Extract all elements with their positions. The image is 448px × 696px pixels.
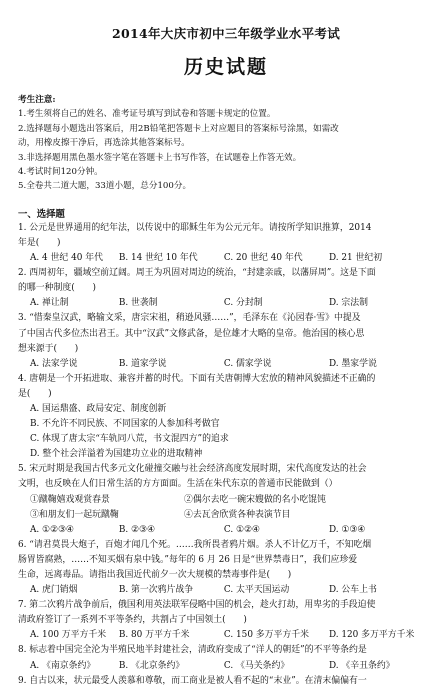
note-line: 1.考生须将自己的姓名、准考证号填写到试卷和答题卡规定的位置。 bbox=[18, 109, 276, 120]
question-2 bbox=[18, 266, 434, 311]
question-text: 8. 标志着中国完全沦为半殖民地半封建社会，清政府变成了“洋人的朝廷”的不平等条约是 bbox=[18, 645, 367, 656]
option-c[interactable]: C. 20 世纪 40 年代 bbox=[223, 253, 303, 264]
option-a[interactable]: A. 国运鼎盛、政局安定、制度创新 bbox=[30, 403, 167, 414]
question-text: 想来源于( ) bbox=[18, 343, 79, 354]
option-c[interactable]: C. 150 多万平方千米 bbox=[223, 630, 310, 641]
options-row bbox=[18, 251, 434, 266]
question-text: 年是( ) bbox=[18, 237, 61, 248]
option-c[interactable]: C. 体现了唐太宗“车轨同八荒，书文混四方”的追求 bbox=[30, 434, 229, 445]
options-row bbox=[18, 357, 434, 372]
option-b[interactable]: B. ②③④ bbox=[118, 524, 155, 535]
note-line: 动，用橡皮擦干净后，再选涂其他答案标号。 bbox=[18, 138, 190, 149]
option-b[interactable]: B. 80 万平方千米 bbox=[118, 630, 190, 641]
option-d[interactable]: D. 整个社会洋溢着为国建功立业的进取精神 bbox=[30, 449, 203, 460]
exam-page bbox=[0, 24, 448, 696]
question-text: 1. 公元是世界通用的纪年法，以传说中的耶稣生年为公元元年。请按所学知识推算，2014 bbox=[18, 222, 372, 233]
option-d[interactable]: D. ①③④ bbox=[328, 524, 366, 535]
question-8 bbox=[18, 643, 434, 673]
question-text: 4. 唐朝是一个开拓进取、兼容并蓄的时代。下面有关唐朝博大宏放的精神风貌描述不正确的 bbox=[18, 373, 376, 384]
question-text: 文明，也反映在人们日常生活的方方面面。生活在朱代东京的普通市民能做到（） bbox=[18, 479, 338, 490]
question-text: 是( ) bbox=[18, 388, 52, 399]
option-b[interactable]: B. 世袭制 bbox=[118, 298, 158, 309]
item-3: ③和朋友们一起玩蹴鞠 bbox=[30, 509, 119, 520]
question-text: 6. “请君莫畏大炮子，百炮才闻几个死。……我所畏者鸦片烟。杀人不计亿万千，不知吃烟 bbox=[18, 539, 372, 550]
question-4 bbox=[18, 372, 434, 463]
options-row bbox=[18, 628, 434, 643]
option-b[interactable]: B. 不允许不同民族、不同国家的人参加科考做官 bbox=[30, 419, 220, 430]
question-text: 9. 自古以来，状元最受人羡慕和尊敬，而工商业是被人看不起的“末业”。在清末偏偏有一 bbox=[18, 675, 367, 686]
question-text: 肠胃皆腐熟，……不知买烟有泉中钱。”每年的 6 月 26 日是“世界禁毒日”，我们应珍爱 bbox=[18, 554, 358, 565]
question-text: 生命，远离毒品。请指出我国近代前夕一次大规模的禁毒事件是( ) bbox=[18, 570, 292, 580]
question-text: 清政府签订了一系列不平等条约，共割占了中国领土( ) bbox=[18, 615, 247, 626]
option-b[interactable]: B. 《北京条约》 bbox=[118, 660, 185, 671]
question-text: 2. 西周初年，疆域空前辽阔。周王为巩固对周边的统治，“封建亲戚，以藩屏周”。这是下面 bbox=[18, 268, 376, 279]
items-row bbox=[18, 493, 434, 508]
options-row bbox=[18, 296, 434, 311]
question-7 bbox=[18, 598, 434, 643]
option-a[interactable]: A. 虎门销烟 bbox=[30, 585, 78, 596]
option-a[interactable]: A. 4 世纪 40 年代 bbox=[30, 253, 103, 264]
question-9 bbox=[18, 674, 434, 689]
exam-title: 2014年大庆市初中三年级学业水平考试 bbox=[112, 26, 340, 41]
question-text: 的哪一种制度( ) bbox=[18, 283, 96, 294]
option-d[interactable]: D. 120 多万平方千米 bbox=[328, 630, 415, 641]
option-c[interactable]: C. 《马关条约》 bbox=[223, 660, 290, 671]
option-d[interactable]: D. 墨家学说 bbox=[328, 358, 377, 369]
item-2: ②偶尔去吃一碗宋嫂做的名小吃馄饨 bbox=[184, 494, 326, 505]
note-line: 2.选择题每小题选出答案后，用2B铅笔把答题卡上对应题目的答案标号涂黑，如需改 bbox=[18, 123, 339, 134]
option-a[interactable]: A. ①②③④ bbox=[30, 524, 74, 535]
option-a[interactable]: A. 100 万平方千米 bbox=[30, 630, 107, 641]
note-line: 5.全卷共二道大题，33道小题，总分100分。 bbox=[18, 181, 192, 192]
note-line: 4.考试时间120分钟。 bbox=[18, 167, 103, 178]
question-5 bbox=[18, 462, 434, 537]
option-c[interactable]: C. ①②④ bbox=[223, 524, 260, 535]
question-text: 5. 宋元时期是我国古代多元文化碰撞交融与社会经济高度发展时期，宋代高度发达的社会 bbox=[18, 464, 367, 475]
options-row bbox=[18, 583, 434, 598]
question-text: 7. 第二次鸦片战争前后，俄国利用英法联军侵略中国的机会，趁火打劫，用卑劣的手段迫使 bbox=[18, 600, 376, 611]
question-text: 了中国古代多位杰出君王。其中“汉武”文修武备，是位雄才大略的皇帝。他治国的核心思 bbox=[18, 328, 365, 339]
exam-subtitle: 历史试题 bbox=[183, 56, 268, 78]
option-a[interactable]: A. 《南京条约》 bbox=[30, 660, 96, 671]
question-list bbox=[18, 221, 434, 689]
option-a[interactable]: A. 法家学说 bbox=[30, 358, 78, 369]
option-c[interactable]: C. 儒家学说 bbox=[223, 358, 272, 369]
item-4: ④去瓦舍欣赏各种表演节目 bbox=[184, 509, 291, 520]
option-d[interactable]: D. 宗法制 bbox=[328, 298, 369, 309]
option-d[interactable]: D. 21 世纪初 bbox=[328, 253, 383, 264]
section-heading: 一、选择题 bbox=[18, 208, 65, 220]
option-a[interactable]: A. 禅让制 bbox=[30, 298, 69, 309]
option-b[interactable]: B. 道家学说 bbox=[118, 358, 167, 369]
option-b[interactable]: B. 第一次鸦片战争 bbox=[118, 585, 194, 596]
question-3 bbox=[18, 311, 434, 371]
question-text: 3. “惜秦皇汉武，略输文采，唐宗宋祖，稍逊风骚……”，毛泽东在《沁园春·雪》中提及 bbox=[18, 313, 361, 324]
option-d[interactable]: D. 《辛丑条约》 bbox=[328, 660, 395, 671]
option-c[interactable]: C. 分封制 bbox=[223, 298, 263, 309]
note-line: 3.非选择题用黑色墨水签字笔在答题卡上书写作答，在试题卷上作答无效。 bbox=[18, 152, 302, 163]
question-1 bbox=[18, 221, 434, 266]
options-row bbox=[18, 659, 434, 674]
question-6 bbox=[18, 538, 434, 598]
items-row bbox=[18, 508, 434, 523]
option-c[interactable]: C. 太平天国运动 bbox=[223, 585, 290, 596]
item-1: ①蹴鞠嬉戏观赏春景 bbox=[30, 494, 110, 505]
option-d[interactable]: D. 公车上书 bbox=[328, 585, 377, 596]
options-row bbox=[18, 523, 434, 538]
candidate-notes bbox=[18, 93, 434, 194]
notes-label: 考生注意: bbox=[18, 95, 56, 105]
option-b[interactable]: B. 14 世纪 10 年代 bbox=[118, 253, 198, 264]
